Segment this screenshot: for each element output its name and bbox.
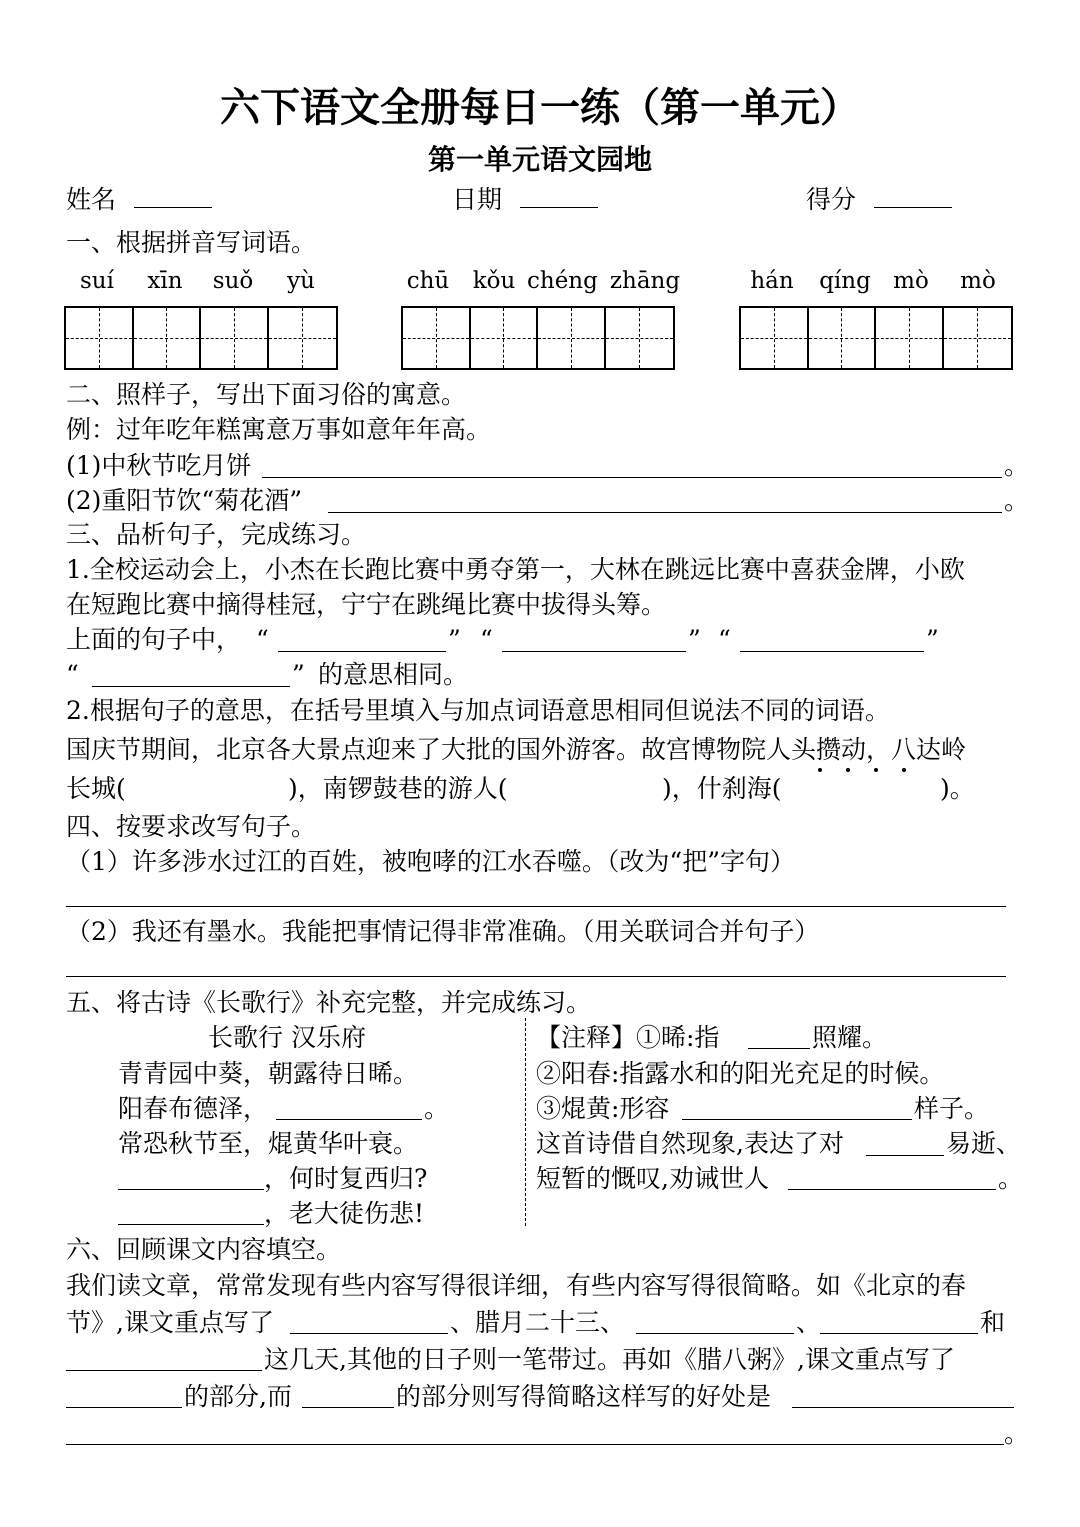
s6-line1: 我们读文章，常常发现有些内容写得很详细，有些内容写得很简略。如《北京的春 <box>66 1271 967 1300</box>
section-2-heading: 二、照样子，写出下面习俗的寓意。 <box>66 380 467 409</box>
pinyin: hán <box>750 268 794 294</box>
answer-line[interactable] <box>66 1444 1004 1445</box>
poem-line-5: ，老大徒伤悲! <box>264 1199 425 1228</box>
answer-line[interactable] <box>66 976 1006 977</box>
section-2-q1: (1)中秋节吃月饼 <box>66 451 252 480</box>
s3-p2-intro: 2.根据句子的意思，在括号里填入与加点词语意思相同但说法不同的词语。 <box>66 696 890 725</box>
answer-line[interactable] <box>66 1407 182 1408</box>
answer-line[interactable] <box>302 1407 394 1408</box>
answer-line[interactable] <box>118 1224 264 1225</box>
answer-line[interactable] <box>682 1119 912 1120</box>
s4-q2: （2）我还有墨水。我能把事情记得非常准确。（用关联词合并句子） <box>66 917 820 946</box>
pinyin: suí <box>80 268 114 294</box>
quote-close: ” <box>448 625 461 654</box>
period: 。 <box>424 1094 450 1123</box>
pinyin: mò <box>960 268 996 294</box>
s6-l2b: 、腊月二十三、 <box>450 1308 626 1337</box>
emphasis-dot <box>902 768 906 772</box>
s6-l2c: 、 <box>796 1308 822 1337</box>
date-label: 日期 <box>452 185 503 214</box>
name-label: 姓名 <box>66 185 117 214</box>
pinyin: zhāng <box>609 268 681 294</box>
date-blank[interactable] <box>520 181 598 208</box>
column-divider <box>525 1018 526 1226</box>
score-field <box>806 181 952 217</box>
pinyin: qíng <box>819 268 871 294</box>
quote-open: “ <box>718 625 731 654</box>
pinyin: chū <box>406 268 450 294</box>
answer-line[interactable] <box>866 1155 944 1156</box>
emphasis-dot <box>818 768 822 772</box>
tianzige-grid-1[interactable] <box>64 306 338 370</box>
quote-close: ” <box>926 625 939 654</box>
poem-line-1: 青青园中葵，朝露待日晞。 <box>118 1059 419 1088</box>
name-blank[interactable] <box>134 181 212 208</box>
pinyin: chéng <box>527 268 598 294</box>
s3-p1-tail: 的意思相同。 <box>318 660 469 689</box>
section-2-example: 例：过年吃年糕寓意万事如意年年高。 <box>66 415 492 444</box>
answer-line[interactable] <box>66 1370 262 1371</box>
section-5-heading: 五、将古诗《长歌行》补充完整，并完成练习。 <box>66 988 592 1017</box>
answer-line[interactable] <box>748 1048 810 1049</box>
s3-p2-b: )，南锣鼓巷的游人( <box>288 774 508 803</box>
note-1b: 照耀。 <box>812 1023 888 1052</box>
grid-cell[interactable] <box>201 308 269 368</box>
emphasis-dot <box>846 768 850 772</box>
page-subtitle: 第一单元语文园地 <box>427 143 652 176</box>
grid-cell[interactable] <box>471 308 539 368</box>
s3-p1-line1: 1.全校运动会上，小杰在长跑比赛中勇夺第一，大林在跳远比赛中喜获金牌，小欧 <box>66 555 965 584</box>
note-3b: 样子。 <box>914 1094 990 1123</box>
grid-cell[interactable] <box>741 308 809 368</box>
emphasis-dot <box>874 768 878 772</box>
poem-line-4: ，何时复西归? <box>264 1164 428 1193</box>
pinyin: yù <box>287 268 315 294</box>
grid-cell[interactable] <box>538 308 606 368</box>
score-blank[interactable] <box>874 181 952 208</box>
s6-l3a: 这几天,其他的日子则一笔带过。再如《腊八粥》,课文重点写了 <box>264 1345 955 1374</box>
poem-line-2: 阳春布德泽， <box>118 1094 269 1123</box>
page-title: 六下语文全册每日一练（第一单元） <box>220 84 860 131</box>
poem-line-3: 常恐秋节至，焜黄华叶衰。 <box>118 1129 419 1158</box>
section-4-heading: 四、按要求改写句子。 <box>66 812 317 841</box>
answer-line[interactable] <box>788 1189 996 1190</box>
poem-q-c: 短暂的慨叹,劝诫世人 <box>536 1164 769 1193</box>
quote-open: “ <box>480 625 493 654</box>
grid-cell[interactable] <box>809 308 877 368</box>
note-2: ②阳春:指露水和的阳光充足的时候。 <box>536 1059 945 1088</box>
section-1-heading: 一、根据拼音写词语。 <box>66 228 317 257</box>
answer-line[interactable] <box>290 1333 448 1334</box>
grid-cell[interactable] <box>876 308 944 368</box>
grid-cell[interactable] <box>134 308 202 368</box>
s4-q1: （1）许多涉水过江的百姓，被咆哮的江水吞噬。（改为“把”字句） <box>66 847 795 876</box>
answer-line[interactable] <box>262 477 1002 478</box>
answer-line[interactable] <box>740 651 924 652</box>
answer-line[interactable] <box>276 1119 422 1120</box>
period: 。 <box>1004 1419 1030 1448</box>
section-2-q2: (2)重阳节饮“菊花酒” <box>66 486 302 515</box>
s3-p1-ask: 上面的句子中， <box>66 625 242 654</box>
s3-p2-line1: 国庆节期间，北京各大景点迎来了大批的国外游客。故宫博物院人头攒动，八达岭 <box>66 735 967 764</box>
period: 。 <box>998 1164 1024 1193</box>
quote-open: “ <box>66 660 79 689</box>
poem-q-b: 易逝、 <box>946 1129 1022 1158</box>
s3-p1-line2: 在短跑比赛中摘得桂冠，宁宁在跳绳比赛中拔得头筹。 <box>66 590 667 619</box>
note-3a: ③焜黄:形容 <box>536 1094 670 1123</box>
s3-p2-d: )。 <box>940 774 975 803</box>
period: 。 <box>1004 451 1030 480</box>
quote-close: ” <box>688 625 701 654</box>
date-field <box>452 181 598 217</box>
grid-cell[interactable] <box>269 308 336 368</box>
note-1a: 【注释】①晞:指 <box>536 1023 720 1052</box>
period: 。 <box>1004 486 1030 515</box>
s6-l2d: 和 <box>980 1308 1006 1337</box>
grid-cell[interactable] <box>66 308 134 368</box>
grid-cell[interactable] <box>403 308 471 368</box>
pinyin: mò <box>893 268 929 294</box>
poem-q-a: 这首诗借自然现象,表达了对 <box>536 1129 844 1158</box>
answer-line[interactable] <box>820 1333 978 1334</box>
quote-open: “ <box>256 625 269 654</box>
tianzige-grid-2[interactable] <box>401 306 675 370</box>
pinyin: kǒu <box>472 268 516 294</box>
section-3-heading: 三、品析句子，完成练习。 <box>66 520 367 549</box>
s6-l2a: 节》,课文重点写了 <box>66 1308 274 1337</box>
answer-line[interactable] <box>792 1407 1014 1408</box>
answer-line[interactable] <box>92 686 290 687</box>
pinyin: xīn <box>147 268 183 294</box>
score-label: 得分 <box>806 185 857 214</box>
answer-line[interactable] <box>278 651 446 652</box>
answer-line[interactable] <box>636 1333 794 1334</box>
quote-close: ” <box>292 660 305 689</box>
answer-line[interactable] <box>502 651 686 652</box>
pinyin: suǒ <box>212 268 254 294</box>
grid-cell[interactable] <box>606 308 673 368</box>
s3-p2-c: )，什刹海( <box>662 774 782 803</box>
answer-line[interactable] <box>118 1189 264 1190</box>
name-field <box>66 181 212 217</box>
poem-title: 长歌行 汉乐府 <box>208 1023 366 1052</box>
section-6-heading: 六、回顾课文内容填空。 <box>66 1235 342 1264</box>
s6-l4a: 的部分,而 <box>184 1382 292 1411</box>
s3-p2-a: 长城( <box>66 774 126 803</box>
grid-cell[interactable] <box>944 308 1011 368</box>
answer-line[interactable] <box>328 512 1002 513</box>
s6-l4b: 的部分则写得简略这样写的好处是 <box>396 1382 772 1411</box>
answer-line[interactable] <box>66 906 1006 907</box>
tianzige-grid-3[interactable] <box>739 306 1013 370</box>
